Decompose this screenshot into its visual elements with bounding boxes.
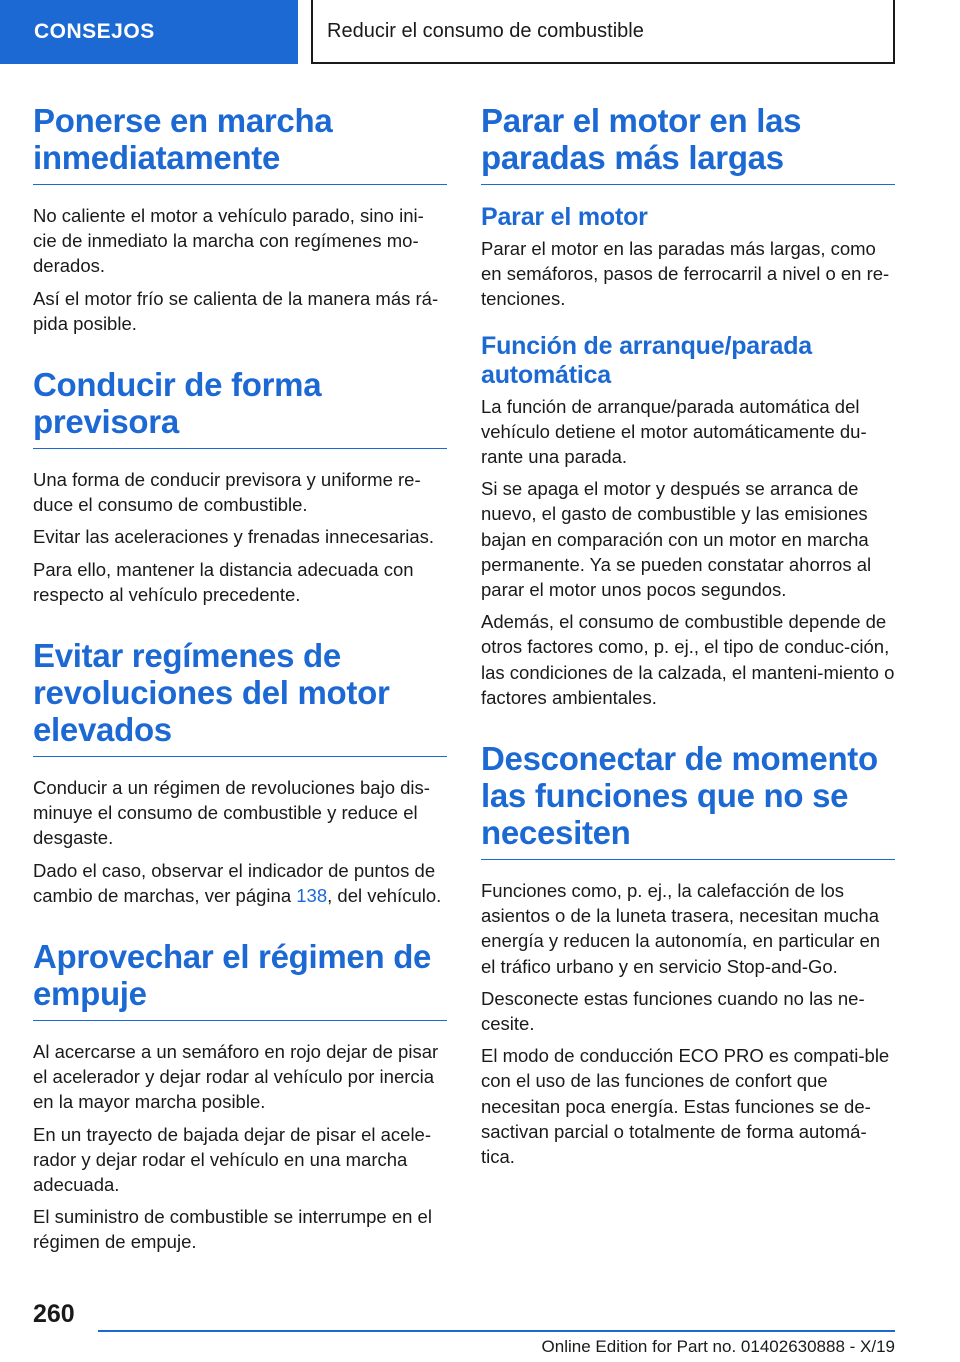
subsection-heading: Parar el motor bbox=[481, 203, 648, 231]
footer-edition-text: Online Edition for Part no. 01402630888 - X/19 bbox=[541, 1337, 895, 1356]
right-column bbox=[481, 102, 895, 1199]
paragraph: Al acercarse a un semáforo en rojo dejar de pisar el acelerador y dejar rodar al vehículo por inercia en la mayor marcha posible. bbox=[33, 1041, 439, 1113]
paragraph: Así el motor frío se calienta de la manera más rá-pida posible. bbox=[33, 287, 439, 334]
page-reference-link[interactable]: 138 bbox=[296, 884, 328, 906]
paragraph: El modo de conducción ECO PRO es compati-ble con el uso de las funciones de confort que necesitan poca energía. Estas funciones se de-sactivan parcial o totalmente de forma automá-tica. bbox=[481, 1045, 890, 1168]
section-heading: Evitar regímenes de revoluciones del motor elevados bbox=[33, 637, 447, 757]
section-desconectar-funciones bbox=[481, 740, 895, 1169]
header-section-label: CONSEJOS bbox=[34, 20, 155, 43]
subsection-heading: Función de arranque/parada automática bbox=[481, 331, 812, 389]
header-title-label: Reducir el consumo de combustible bbox=[327, 19, 644, 42]
paragraph: En un trayecto de bajada dejar de pisar el acele-rador y dejar rodar el vehículo en una marcha adecuada. bbox=[33, 1123, 432, 1196]
section-heading: Desconectar de momento las funciones que no se necesiten bbox=[481, 740, 895, 860]
page-number: 260 bbox=[33, 1300, 75, 1328]
section-heading: Aprovechar el régimen de empuje bbox=[33, 938, 447, 1021]
paragraph: El suministro de combustible se interrumpe en el régimen de empuje. bbox=[33, 1206, 432, 1253]
footer-divider bbox=[98, 1330, 895, 1332]
paragraph: No caliente el motor a vehículo parado, sino ini-cie de inmediato la marcha con regímenes mo-derados. bbox=[33, 205, 424, 277]
paragraph: La función de arranque/parada automática del vehículo detiene el motor automáticamente du-rante una parada. bbox=[481, 395, 867, 468]
paragraph: Una forma de conducir previsora y uniforme re-duce el consumo de combustible. bbox=[33, 469, 421, 516]
subsection-arranque-parada bbox=[481, 332, 895, 710]
section-parar-motor bbox=[481, 102, 895, 710]
section-heading: Ponerse en marcha inmediatamente bbox=[33, 102, 447, 185]
section-regimen-empuje bbox=[33, 938, 447, 1255]
section-heading: Parar el motor en las paradas más largas bbox=[481, 102, 895, 185]
section-heading: Conducir de forma previsora bbox=[33, 366, 447, 449]
text: Dado el caso, observar el indicador de puntos de cambio de marchas, ver página bbox=[33, 859, 436, 906]
text: , del vehículo. bbox=[327, 884, 442, 906]
section-conducir-previsora bbox=[33, 366, 447, 607]
header-chapter-title bbox=[311, 0, 895, 64]
paragraph: Además, el consumo de combustible depende de otros factores como, p. ej., el tipo de conduc-ción, las condiciones de la calzada, el manteni-miento o factores ambientales. bbox=[481, 611, 895, 708]
paragraph-with-link bbox=[33, 858, 447, 908]
paragraph: Evitar las aceleraciones y frenadas innecesarias. bbox=[33, 526, 435, 548]
paragraph: Funciones como, p. ej., la calefacción de los asientos o de la luneta trasera, necesitan mucha energía y reducen la autonomía, en particular en el tráfico urbano y en servicio Stop-and-Go. bbox=[481, 880, 881, 977]
paragraph: Si se apaga el motor y después se arranca de nuevo, el gasto de combustible y las emisiones bajan en comparación con un motor en marcha permanente. Ya se pueden constatar ahorros al parar el motor unos pocos segundos. bbox=[481, 478, 872, 601]
paragraph: Conducir a un régimen de revoluciones bajo dis-minuye el consumo de combustible y reduce el desgaste. bbox=[33, 777, 430, 849]
left-column bbox=[33, 102, 447, 1285]
paragraph: Parar el motor en las paradas más largas, como en semáforos, pasos de ferrocarril a nivel o en re-tenciones. bbox=[481, 238, 890, 310]
paragraph: Para ello, mantener la distancia adecuada con respecto al vehículo precedente. bbox=[33, 558, 414, 605]
section-evitar-regimenes bbox=[33, 637, 447, 908]
section-ponerse-en-marcha bbox=[33, 102, 447, 336]
paragraph: Desconecte estas funciones cuando no las ne-cesite. bbox=[481, 987, 865, 1035]
header-section-tab bbox=[0, 0, 298, 64]
